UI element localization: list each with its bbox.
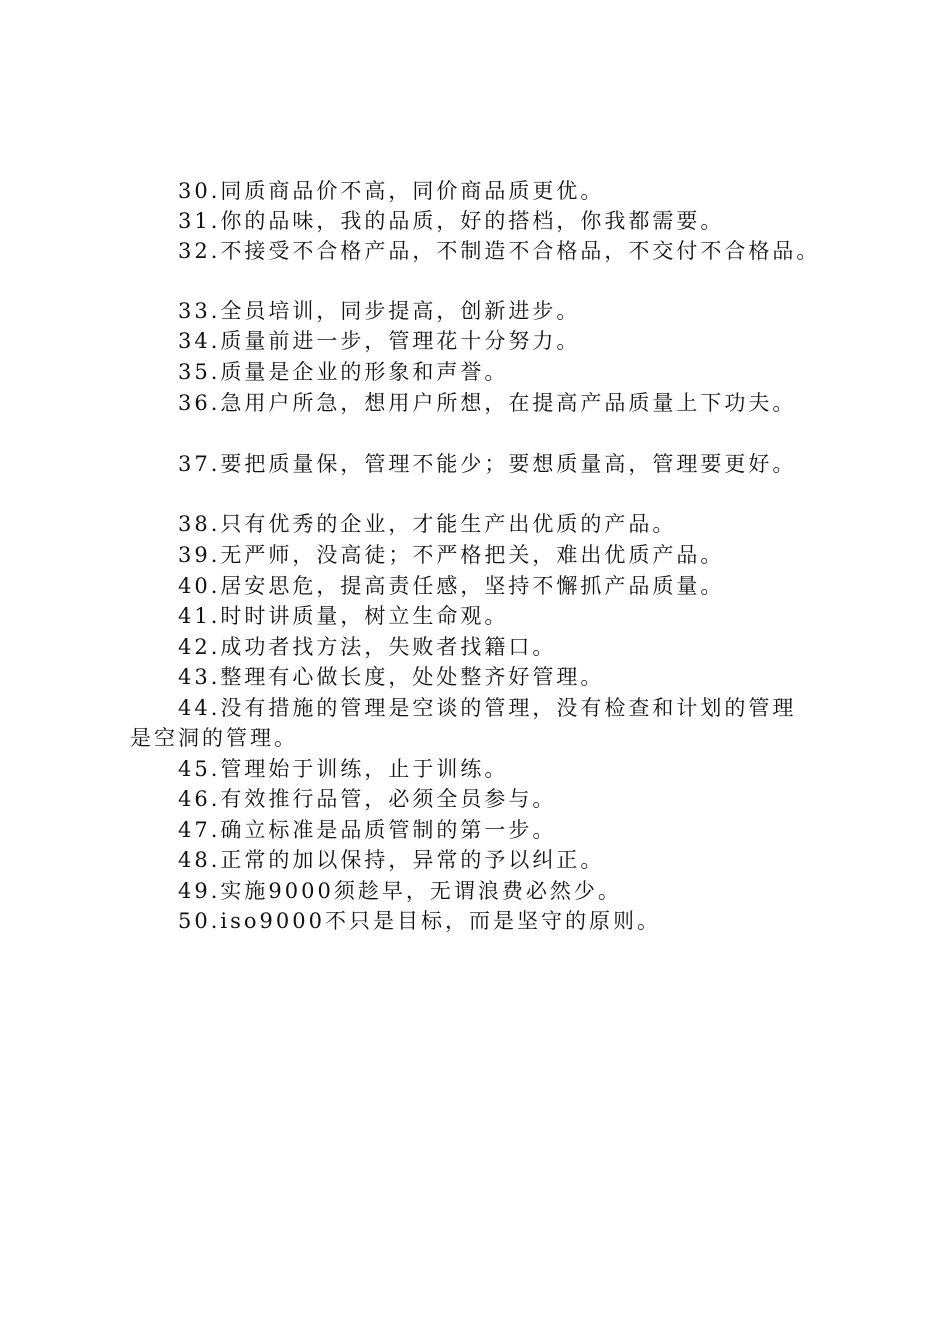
list-item-continuation: 是空洞的管理。 bbox=[130, 726, 298, 750]
list-item: 38.只有优秀的企业，才能生产出优质的产品。 bbox=[178, 512, 677, 536]
list-item: 43.整理有心做长度，处处整齐好管理。 bbox=[178, 665, 605, 689]
list-item: 33.全员培训，同步提高，创新进步。 bbox=[178, 299, 581, 323]
list-item: 48.正常的加以保持，异常的予以纠正。 bbox=[178, 848, 605, 872]
list-item: 40.居安思危，提高责任感，坚持不懈抓产品质量。 bbox=[178, 574, 725, 598]
list-item: 45.管理始于训练，止于训练。 bbox=[178, 757, 509, 781]
list-item: 37.要把质量保，管理不能少；要想质量高，管理要更好。 bbox=[178, 452, 797, 476]
list-item: 42.成功者找方法，失败者找籍口。 bbox=[178, 635, 557, 659]
list-item: 50.iso9000不只是目标，而是坚守的原则。 bbox=[178, 909, 661, 933]
list-item: 39.无严师，没高徒；不严格把关，难出优质产品。 bbox=[178, 543, 725, 567]
list-item: 35.质量是企业的形象和声誉。 bbox=[178, 360, 509, 384]
list-item: 34.质量前进一步，管理花十分努力。 bbox=[178, 329, 581, 353]
list-item: 32.不接受不合格产品，不制造不合格品，不交付不合格品。 bbox=[178, 239, 821, 263]
list-item: 46.有效推行品管，必须全员参与。 bbox=[178, 787, 557, 811]
list-item: 31.你的品味，我的品质，好的搭档，你我都需要。 bbox=[178, 209, 725, 233]
list-item: 41.时时讲质量，树立生命观。 bbox=[178, 604, 509, 628]
list-item: 44.没有措施的管理是空谈的管理，没有检查和计划的管理 bbox=[178, 696, 797, 720]
list-item: 36.急用户所急，想用户所想，在提高产品质量上下功夫。 bbox=[178, 391, 797, 415]
list-item: 49.实施9000须趁早，无谓浪费必然少。 bbox=[178, 879, 622, 903]
list-item: 47.确立标准是品质管制的第一步。 bbox=[178, 818, 557, 842]
list-item: 30.同质商品价不高，同价商品质更优。 bbox=[178, 179, 605, 203]
